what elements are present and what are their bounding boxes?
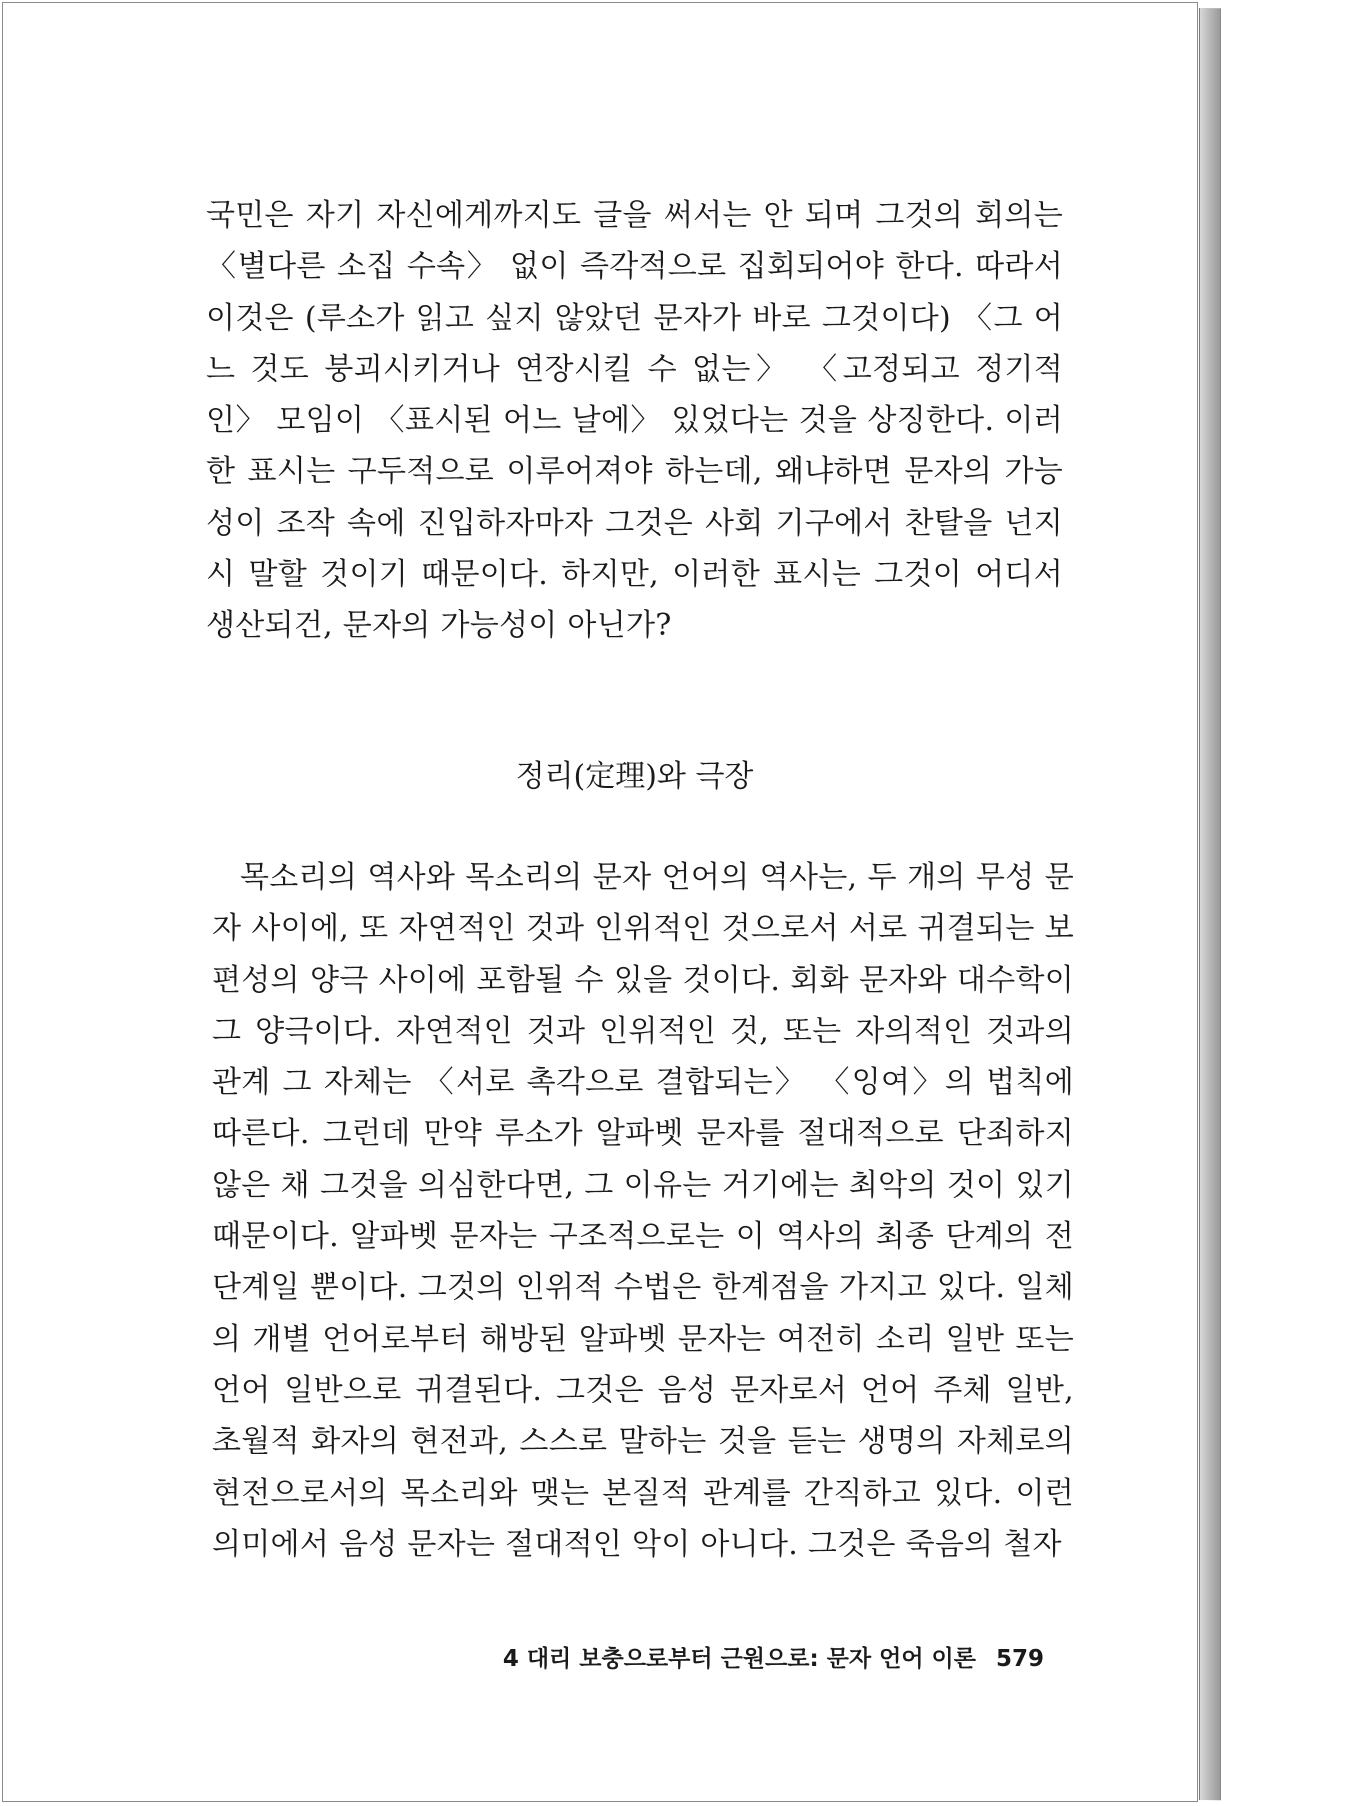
footer-chapter-title: 4 대리 보충으로부터 근원으로: 문자 언어 이론 [502,1646,976,1672]
page-edge-stack [1199,8,1221,1800]
section-heading: 정리(定理)와 극장 [515,759,754,794]
body-paragraph-1: 국민은 자기 자신에게까지도 글을 써서는 안 되며 그것의 회의는 〈별다른 소집 수속〉 없이 즉각적으로 집회되어야 한다. 따라서 이것은 (루소가 읽고 싶지 않았던 문자가 바로 그것이다) 〈그 어느 것도 붕괴시키거나 연장시킬 수 없는〉 〈고정되고 정기적인〉 모임이 〈표시된 어느 날에〉 있었다는 것을 상징한다. 이러한 표시는 구두적으로 이루어져야 하는데, 왜냐하면 문자의 가능성이 조작 속에 진입하자마자 그것은 사회 기구에서 찬탈을 넌지시 말할 것이기 때문이다. 하지만, 이러한 표시는 그것이 어디서 생산되건, 문자의 가능성이 아닌가? [206,198,1063,644]
body-paragraph-2: 목소리의 역사와 목소리의 문자 언어의 역사는, 두 개의 무성 문자 사이에, 또 자연적인 것과 인위적인 것으로서 서로 귀결되는 보편성의 양극 사이에 포함될 수 있을 것이다. 회화 문자와 대수학이 그 양극이다. 자연적인 것과 인위적인 것, 또는 자의적인 것과의 관계 그 자체는 〈서로 촉각으로 결합되는〉 〈잉여〉의 법칙에 따른다. 그런데 만약 루소가 알파벳 문자를 절대적으로 단죄하지 않은 채 그것을 의심한다면, 그 이유는 거기에는 최악의 것이 있기 때문이다. 알파벳 문자는 구조적으로는 이 역사의 최종 단계의 전 단계일 뿐이다. 그것의 인위적 수법은 한계점을 가지고 있다. 일체의 개별 언어로부터 해방된 알파벳 문자는 여전히 소리 일반 또는 언어 일반으로 귀결된다. 그것은 음성 문자로서 언어 주체 일반, 초월적 화자의 현전과, 스스로 말하는 것을 듣는 생명의 자체로의 현전으로서의 목소리와 맺는 본질적 관계를 간직하고 있다. 이런 의미에서 음성 문자는 절대적인 악이 아니다. 그것은 죽음의 철자 [212,860,1074,1562]
page-number: 579 [995,1646,1044,1672]
running-footer [503,1640,1044,1673]
